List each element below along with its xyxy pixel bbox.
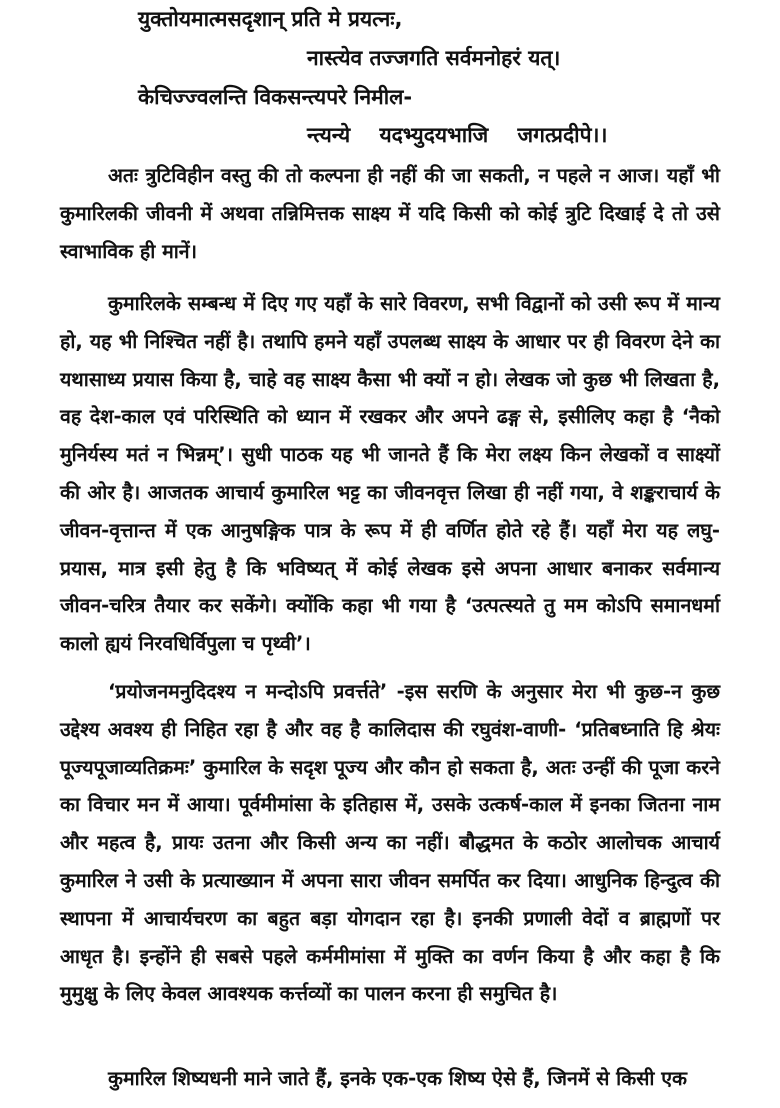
paragraph-disciples: कुमारिल शिष्यधनी माने जाते हैं, इनके एक-एक शिष्य ऐसे हैं, जिनमें से किसी एक: [108, 1067, 687, 1090]
verse-line-1: युक्तोयमात्मसदृशान् प्रति मे प्रयत्नः,: [138, 7, 403, 31]
paragraph-kumarila-accounts: कुमारिलके सम्बन्ध में दिए गए यहाँ के सारे विवरण, सभी विद्वानों को उसी रूप में मान्य हो, यह भी निश्चित नहीं है। तथापि हमने यहाँ उपलब्ध साक्ष्य के आधार पर ही विवरण देने का यथासाध्य प्रयास किया है, चाहे वह साक्ष्य कैसा भी क्यों न हो। लेखक जो कुछ भी लिखता है, वह देश-काल एवं परिस्थिति को ध्यान में रखकर और अपने ढङ्ग से, इसीलिए कहा है ‘नैको मुनिर्यस्य मतं न भिन्नम्’। सुधी पाठक यह भी जानते हैं कि मेरा लक्ष्य किन लेखकों व साक्ष्यों की ओर है। आजतक आचार्य कुमारिल भट्ट का जीवनवृत्त लिखा ही नहीं गया, वे शङ्कराचार्य के जीवन-वृत्तान्त में एक आनुषङ्गिक पात्र के रूप में ही वर्णित होते रहे हैं। यहाँ मेरा यह लघु-प्रयास, मात्र इसी हेतु है कि भविष्यत् में कोई लेखक इसे अपना आधार बनाकर सर्वमान्य जीवन-चरित्र तैयार कर सकेंगे। क्योंकि कहा भी गया है ‘उत्पत्स्यते तु मम कोऽपि समानधर्मा कालो ह्ययं निरवधिर्विपुला च पृथ्वी’।: [60, 292, 720, 656]
verse-line-3: केचिज्ज्वलन्ति विकसन्त्यपरे निमील-: [138, 85, 413, 109]
paragraph-flawless-nature: अतः त्रुटिविहीन वस्तु की तो कल्पना ही नहीं की जा सकती, न पहले न आज। यहाँ भी कुमारिलकी जीवनी में अथवा तन्निमित्तक साक्ष्य में यदि किसी को कोई त्रुटि दिखाई दे तो उसे स्वाभाविक ही मानें।: [60, 164, 720, 263]
verse-line-4: न्त्यन्ये यदभ्युदयभाजि जगत्प्रदीपे।।: [307, 123, 608, 147]
paragraph-purpose: ‘प्रयोजनमनुदिदश्य न मन्दोऽपि प्रवर्त्तते’ -इस सरणि के अनुसार मेरा भी कुछ-न कुछ उद्देश्य अवश्य ही निहित रहा है और वह है कालिदास की रघुवंश-वाणी- ‘प्रतिबध्नाति हि श्रेयः पूज्यपूजाव्यतिक्रमः’ कुमारिल के सदृश पूज्य और कौन हो सकता है, अतः उन्हीं की पूजा करने का विचार मन में आया। पूर्वमीमांसा के इतिहास में, उसके उत्कर्ष-काल में इनका जितना नाम और महत्व है, प्रायः उतना और किसी अन्य का नहीं। बौद्धमत के कठोर आलोचक आचार्य कुमारिल ने उसी के प्रत्याख्यान में अपना सारा जीवन समर्पित कर दिया। आधुनिक हिन्दुत्व की स्थापना में आचार्यचरण का बहुत बड़ा योगदान रहा है। इनकी प्रणाली वेदों व ब्राह्मणों पर आधृत है। इन्होंने ही सबसे पहले कर्ममीमांसा में मुक्ति का वर्णन किया है और कहा है कि मुमुक्षु के लिए केवल आवश्यक कर्त्तव्यों का पालन करना ही समुचित है।: [60, 680, 720, 1006]
verse-line-2: नास्त्येव तज्जगति सर्वमनोहरं यत्।: [307, 46, 561, 70]
